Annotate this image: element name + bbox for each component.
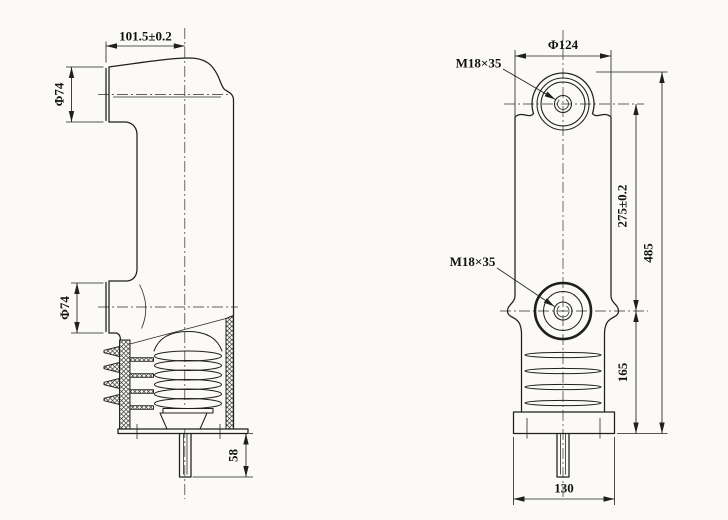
bellows-ring <box>155 389 222 399</box>
bellows-ring <box>155 399 222 409</box>
dim-overall-height-text: 485 <box>640 243 656 263</box>
side-interior-ceiling-line <box>130 319 226 345</box>
dim-upper-terminal <box>52 67 104 122</box>
side-bellows <box>154 332 222 430</box>
side-fin <box>104 363 120 373</box>
dim-top-width-text: 101.5±0.2 <box>119 28 172 44</box>
dim-base-width <box>514 437 615 505</box>
front-base <box>514 412 615 434</box>
dim-overall-height <box>596 72 668 434</box>
dim-top-dia-text: Φ124 <box>547 37 579 52</box>
side-left-wall-section <box>120 340 131 429</box>
bellows-ring <box>155 370 222 380</box>
side-fin <box>104 347 120 357</box>
side-fin <box>104 379 120 389</box>
label-upper-thread-text: M18×35 <box>455 55 502 71</box>
dim-lower-section-text: 165 <box>615 362 630 383</box>
front-view <box>450 30 668 505</box>
side-waist-outline <box>109 122 137 281</box>
side-fin-bar <box>130 390 154 394</box>
dim-upper-terminal-text: Φ74 <box>51 82 67 107</box>
dim-stem-length <box>193 434 254 478</box>
front-left-wall <box>508 117 522 412</box>
dim-terminal-centers <box>615 104 637 311</box>
dim-lower-terminal-text: Φ74 <box>57 296 72 320</box>
side-stem-outline <box>180 434 192 478</box>
bellows-ring <box>155 361 222 371</box>
bellows-end-plate <box>163 409 213 414</box>
side-stem-inner-lines <box>184 434 188 475</box>
side-fin <box>104 395 120 405</box>
bellows-end-taper <box>160 413 207 429</box>
side-arm-intersection-arc <box>140 285 146 329</box>
side-right-wall-section <box>226 316 234 430</box>
label-lower-thread-text: M18×35 <box>449 254 496 269</box>
side-lower-arm-underside <box>109 333 121 340</box>
bellows-dome <box>154 332 222 352</box>
side-fin-bar <box>130 374 154 378</box>
dim-lower-terminal <box>57 283 104 333</box>
side-fin-bar <box>130 406 154 410</box>
side-fin-bar <box>130 358 154 362</box>
side-view <box>52 28 254 499</box>
label-upper-thread <box>456 56 556 100</box>
front-base-hole-marks <box>527 418 600 439</box>
side-base-plate <box>118 429 248 434</box>
bellows-ring <box>155 351 222 361</box>
dim-lower-section <box>615 311 636 434</box>
dim-stem-length-text: 58 <box>225 449 241 462</box>
dim-base-width-text: 130 <box>554 480 574 496</box>
dim-top-width <box>106 29 185 63</box>
bellows-ring <box>155 380 222 390</box>
dim-terminal-centers-text: 275±0.2 <box>614 184 630 228</box>
